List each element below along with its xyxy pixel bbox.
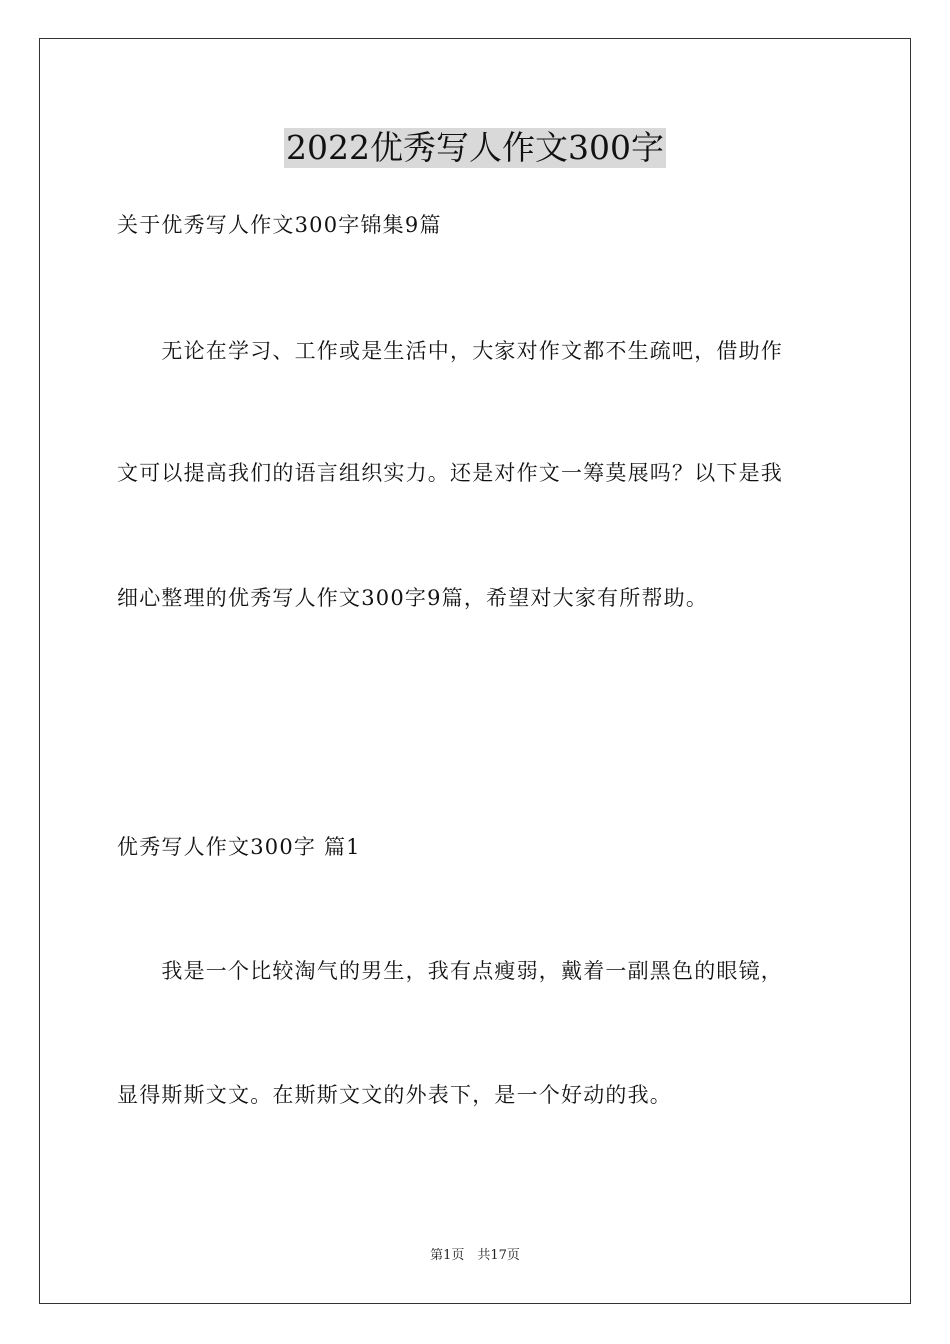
page-number-footer: 第1页 共17页 [430,1248,520,1263]
intro-line-2: 文可以提高我们的语言组织实力。还是对作文一筹莫展吗？以下是我 [117,461,783,485]
section-line-1: 我是一个比较淘气的男生，我有点瘦弱，戴着一副黑色的眼镜， [117,959,783,983]
section-line-2: 显得斯斯文文。在斯斯文文的外表下，是一个好动的我。 [117,1083,672,1107]
document-subtitle: 关于优秀写人作文300字锦集9篇 [117,213,442,237]
intro-line-3: 细心整理的优秀写人作文300字9篇，希望对大家有所帮助。 [117,586,709,610]
document-title: 2022优秀写人作文300字 [286,128,664,167]
section-heading: 优秀写人作文300字 篇1 [117,835,361,859]
intro-line-1: 无论在学习、工作或是生活中，大家对作文都不生疏吧，借助作 [117,339,783,363]
title-container [0,128,950,168]
